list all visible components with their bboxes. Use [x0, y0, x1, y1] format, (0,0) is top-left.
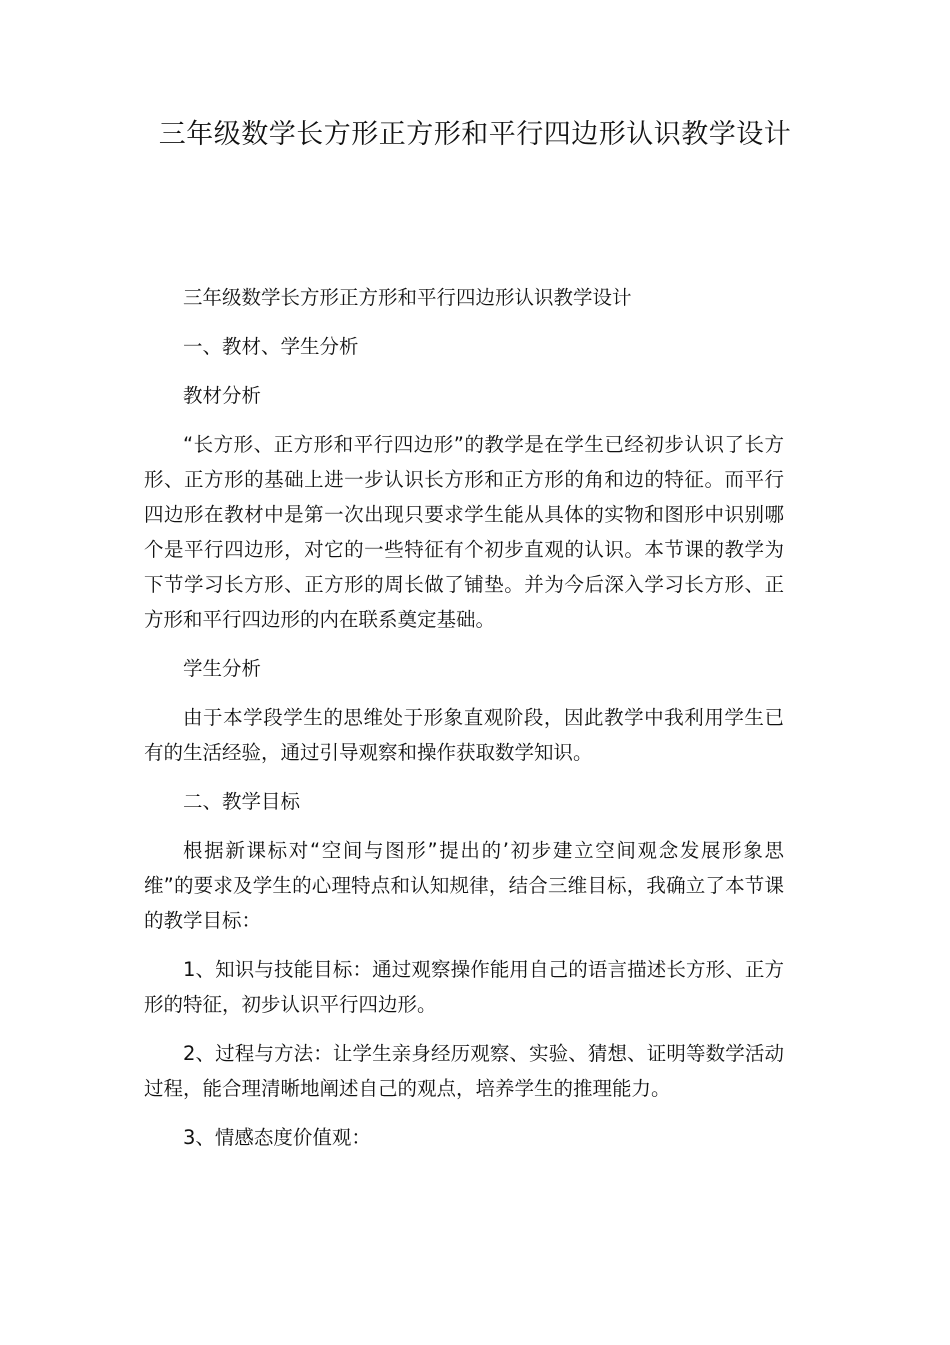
- subheading-student-analysis: 学生分析: [183, 657, 262, 680]
- paragraph-student-analysis: 由于本学段学生的思维处于形象直观阶段，因此教学中我利用学生已有的生活经验，通过引导观察和操作获取数学知识。: [144, 706, 784, 764]
- paragraph-goals-intro: 根据新课标对“空间与图形”提出的’初步建立空间观念发展形象思维”的要求及学生的心理特点和认知规律，结合三维目标，我确立了本节课的教学目标：: [144, 839, 784, 932]
- paragraph-goal-3: 3、情感态度价值观：: [183, 1126, 371, 1149]
- subheading-textbook-analysis: 教材分析: [183, 384, 262, 407]
- paragraph-textbook-analysis: “长方形、正方形和平行四边形”的教学是在学生已经初步认识了长方形、正方形的基础上进一步认识长方形和正方形的角和边的特征。而平行四边形在教材中是第一次出现只要求学生能从具体的实物和图形中识别哪个是平行四边形，对它的一些特征有个初步直观的认识。本节课的教学为下节学习长方形、正方形的周长做了铺垫。并为今后深入学习长方形、正方形和平行四边形的内在联系奠定基础。: [144, 433, 784, 631]
- paragraph-goal-1: 1、知识与技能目标：通过观察操作能用自己的语言描述长方形、正方形的特征，初步认识平行四边形。: [144, 958, 784, 1016]
- document-body: [144, 280, 784, 1169]
- document-title: 三年级数学长方形正方形和平行四边形认识教学设计: [158, 119, 792, 150]
- paragraph-subtitle: 三年级数学长方形正方形和平行四边形认识教学设计: [183, 286, 632, 309]
- section-heading-analysis: 一、教材、学生分析: [183, 335, 359, 358]
- paragraph-goal-2: 2、过程与方法：让学生亲身经历观察、实验、猜想、证明等数学活动过程，能合理清晰地阐述自己的观点，培养学生的推理能力。: [144, 1042, 784, 1100]
- section-heading-goals: 二、教学目标: [183, 790, 301, 813]
